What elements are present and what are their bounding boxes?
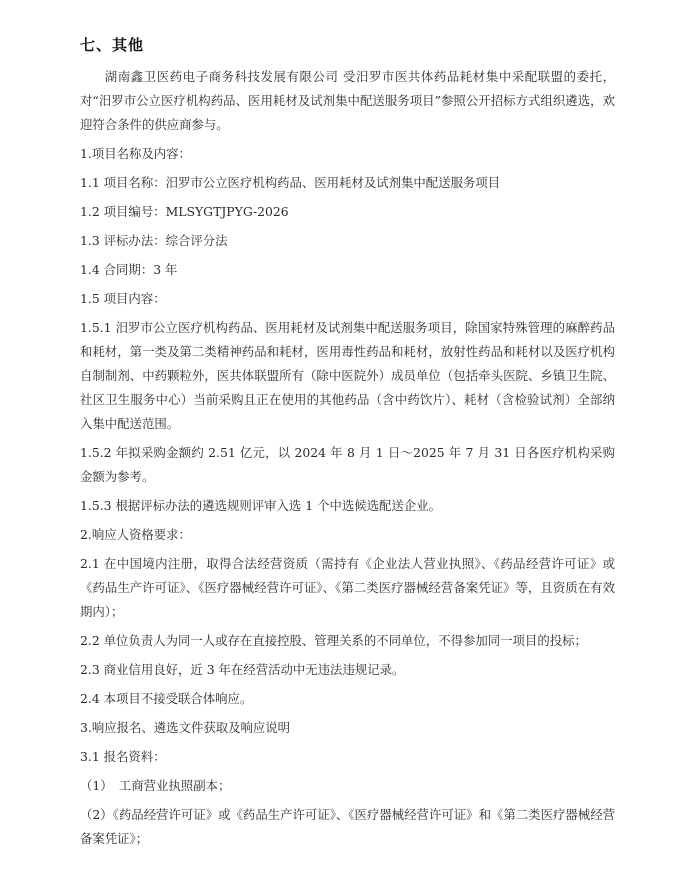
item-2-1-registration: 2.1 在中国境内注册，取得合法经营资质（需持有《企业法人营业执照》、《药品经营许可证》或《药品生产许可证》、《医疗器械经营许可证》、《第二类医疗器械经营备案凭证》等，且资质在有效期内）； (80, 556, 615, 619)
item-1-5-heading: 1.5 项目内容： (80, 291, 166, 306)
item-2-3-credit: 2.3 商业信用良好，近 3 年在经营活动中无违法违规记录。 (80, 662, 405, 677)
item-1-5-2-amount: 1.5.2 年拟采购金额约 2.51 亿元，以 2024 年 8 月 1 日～2025 年 7 月 31 日各医疗机构采购金额为参考。 (80, 445, 615, 484)
item-1-5-3-selection: 1.5.3 根据评标办法的遴选规则评审入选 1 个中选候选配送企业。 (80, 498, 441, 513)
item-2-heading: 2.响应人资格要求： (80, 527, 191, 542)
item-3-1-heading: 3.1 报名资料： (80, 749, 166, 764)
item-2-4-consortium: 2.4 本项目不接受联合体响应。 (80, 691, 253, 706)
section-title: 七、其他 (80, 36, 145, 54)
item-1-3-evaluation-method: 1.3 评标办法：综合评分法 (80, 233, 228, 248)
item-1-1-project-name: 1.1 项目名称：汨罗市公立医疗机构药品、医用耗材及试剂集中配送服务项目 (80, 175, 501, 190)
intro-paragraph: 湖南鑫卫医药电子商务科技发展有限公司 受汨罗市医共体药品耗材集中采配联盟的委托，对“汨罗市公立医疗机构药品、医用耗材及试剂集中配送服务项目”参照公开招标方式组织遴选，欢迎符合条件的供应商参与。 (80, 69, 615, 132)
item-3-1-2-permits: （2）《药品经营许可证》或《药品生产许可证》、《医疗器械经营许可证》和《第二类医疗器械经营备案凭证》； (80, 807, 615, 846)
item-1-2-project-code: 1.2 项目编号：MLSYGTJPYG-2026 (80, 204, 289, 219)
item-1-heading: 1.项目名称及内容： (80, 146, 191, 161)
item-1-5-1-scope: 1.5.1 汨罗市公立医疗机构药品、医用耗材及试剂集中配送服务项目，除国家特殊管理的麻醉药品和耗材，第一类及第二类精神药品和耗材，医用毒性药品和耗材，放射性药品和耗材以及医疗机构自制制剂、中药颗粒外，医共体联盟所有（除中医院外）成员单位（包括牵头医院、乡镇卫生院、社区卫生服务中心）当前采购且正在使用的其他药品（含中药饮片）、耗材（含检验试剂）全部纳入集中配送范围。 (80, 320, 615, 431)
item-3-heading: 3.响应报名、遴选文件获取及响应说明 (80, 720, 291, 735)
item-1-4-contract-period: 1.4 合同期：3 年 (80, 262, 178, 277)
item-2-2-control: 2.2 单位负责人为同一人或存在直接控股、管理关系的不同单位，不得参加同一项目的投标； (80, 633, 587, 648)
item-3-1-1-license: （1） 工商营业执照副本； (80, 778, 231, 793)
